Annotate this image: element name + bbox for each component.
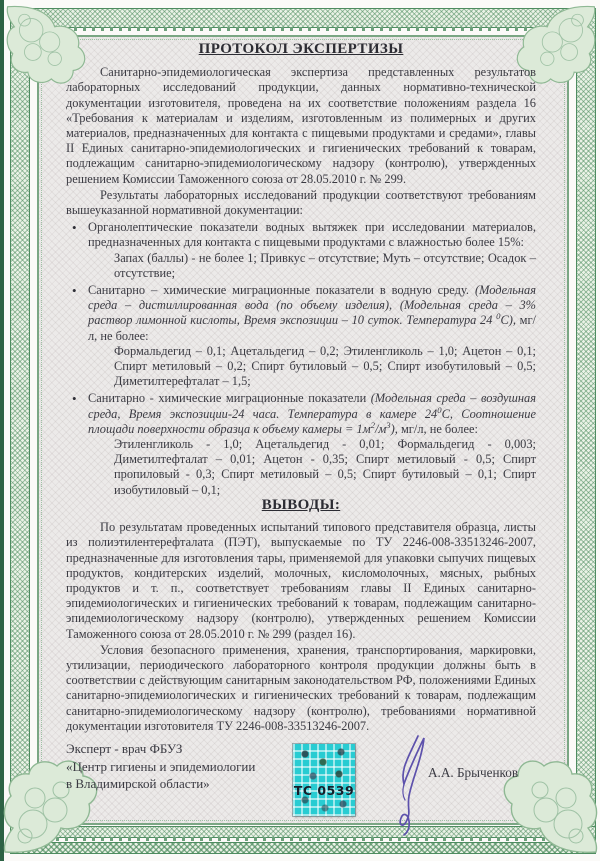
border-top bbox=[10, 8, 596, 28]
stamp-label: ТС 0539 bbox=[293, 782, 355, 798]
expert-line: «Центр гигиены и эпидемиологии bbox=[66, 758, 256, 774]
expert-block bbox=[66, 740, 255, 793]
conclusions-heading: ВЫВОДЫ: bbox=[261, 497, 341, 513]
organoleptic-text: • Органолептические показатели водных вытяжек при исследовании материалов, предназначенных для контакта с пищевыми продуктами с влажностью более 15%: bbox=[88, 220, 536, 250]
organoleptic-values: Запах (баллы) - не более 1; Привкус – отсутствие; Муть – отсутствие; Осадок – отсутствие; bbox=[114, 250, 536, 280]
page-title: ПРОТОКОЛ ЭКСПЕРТИЗЫ bbox=[198, 41, 404, 57]
main-text-block bbox=[66, 42, 536, 498]
results-list bbox=[66, 220, 536, 498]
water-migration-text: • Санитарно – химические миграционные показатели в водную среду. (Модельная среда – дистиллированная вода (по объему изделия), (Модельная среда – 3% раствор лимонной кислоты, Время экспозиции – 10 суток. Температура 24 $^0$С), мг/л, не более: bbox=[88, 283, 536, 343]
expert-line: в Владимирской области» bbox=[66, 776, 210, 791]
hologram-stamp bbox=[293, 744, 355, 816]
water-migration-values: Формальдегид – 0,1; Ацетальдегид – 0,2; Этиленгликоль – 1,0; Ацетон – 0,1; Спирт метиловый – 0,2; Спирт бутиловый – 0,5; Спирт изобутиловый – 0,5; Диметилтерефталат – 1,5; bbox=[114, 343, 536, 389]
intro-paragraph: Санитарно-эпидемиологическая экспертиза представленных результатов лабораторных исследований продукции, данных нормативно-технической документации изготовителя, проведена на их соответствие положениям раздела 16 «Требования к материалам и изделиям, изготовленным из полимерных и других материалов, предназначенных для контакта с пищевыми продуктами и средами», главы II Единых санитарно-эпидемиологических и гигиенических требований к товарам, подлежащим санитарно-эпидемиологическому надзору (контролю), утвержденных решением Комиссии Таможенного союза от 28.05.2010 г. № 299. bbox=[66, 65, 536, 186]
results-lead-paragraph: Результаты лабораторных исследований продукции соответствуют требованиям вышеуказанной нормативной документации: bbox=[66, 187, 536, 218]
expert-line: Эксперт - врач ФБУЗ bbox=[66, 741, 183, 756]
air-migration-values: Этиленгликоль - 1,0; Ацетальдегид - 0,01; Формальдегид - 0,003; Диметилтефталат – 0,01; Ацетон - 0,35; Спирт метиловый - 0,5; Спирт пропиловый - 0,3; Спирт метиловый – 0,5; Спирт бутиловый – 0,1; Спирт изобутиловый – 0,1; bbox=[114, 437, 536, 497]
conclusions-block bbox=[66, 498, 536, 734]
border-right bbox=[576, 8, 596, 854]
border-left bbox=[10, 8, 30, 854]
conclusions-paragraph-1: По результатам проведенных испытаний типового представителя образца, листы из полиэтилентерефталата (ПЭТ), выпускаемые по ТУ 2246-008-33513246-2007, предназначенные для изготовления тары, применяемой для упаковки сыпучих пищевых продуктов, кондитерских изделий, молочных, кисломолочных, мясных, рыбных продуктов и т. п., соответствует требованиям главы II Единых санитарно-эпидемиологических и гигиенических требований к товарам, подлежащим санитарно-эпидемиологическому надзору (контролю), утвержденных решением Комиссии Таможенного союза от 28.05.2010 г. № 299 (раздел 16). bbox=[66, 520, 536, 641]
signer-name: А.А. Брыченков bbox=[428, 765, 519, 780]
list-item-air-migration bbox=[66, 391, 536, 497]
air-migration-text: • Санитарно - химические миграционные показатели (Модельная среда – воздушная среда, Время экспозиции-24 часа. Температура в камере $24^0С$, Соотношение площади поверхности образца к объему камеры = $1м^2/м^3$), мг/л, не более: bbox=[88, 391, 537, 436]
conclusions-paragraph-2: Условия безопасного применения, хранения, транспортирования, маркировки, утилизации, периодического лабораторного контроля продукции должны быть в соответствии с действующим санитарным законодательством РФ, положениями Единых санитарно-эпидемиологических и гигиенических требований к товарам, подлежащим санитарно-эпидемиологическому надзору (контролю), требованиями нормативной документации изготовителя ТУ 2246-008-33513246-2007. bbox=[66, 642, 536, 733]
list-item-organoleptic bbox=[66, 220, 536, 281]
scan-edge bbox=[0, 0, 4, 861]
list-item-water-migration bbox=[66, 283, 536, 389]
signature bbox=[378, 732, 434, 836]
